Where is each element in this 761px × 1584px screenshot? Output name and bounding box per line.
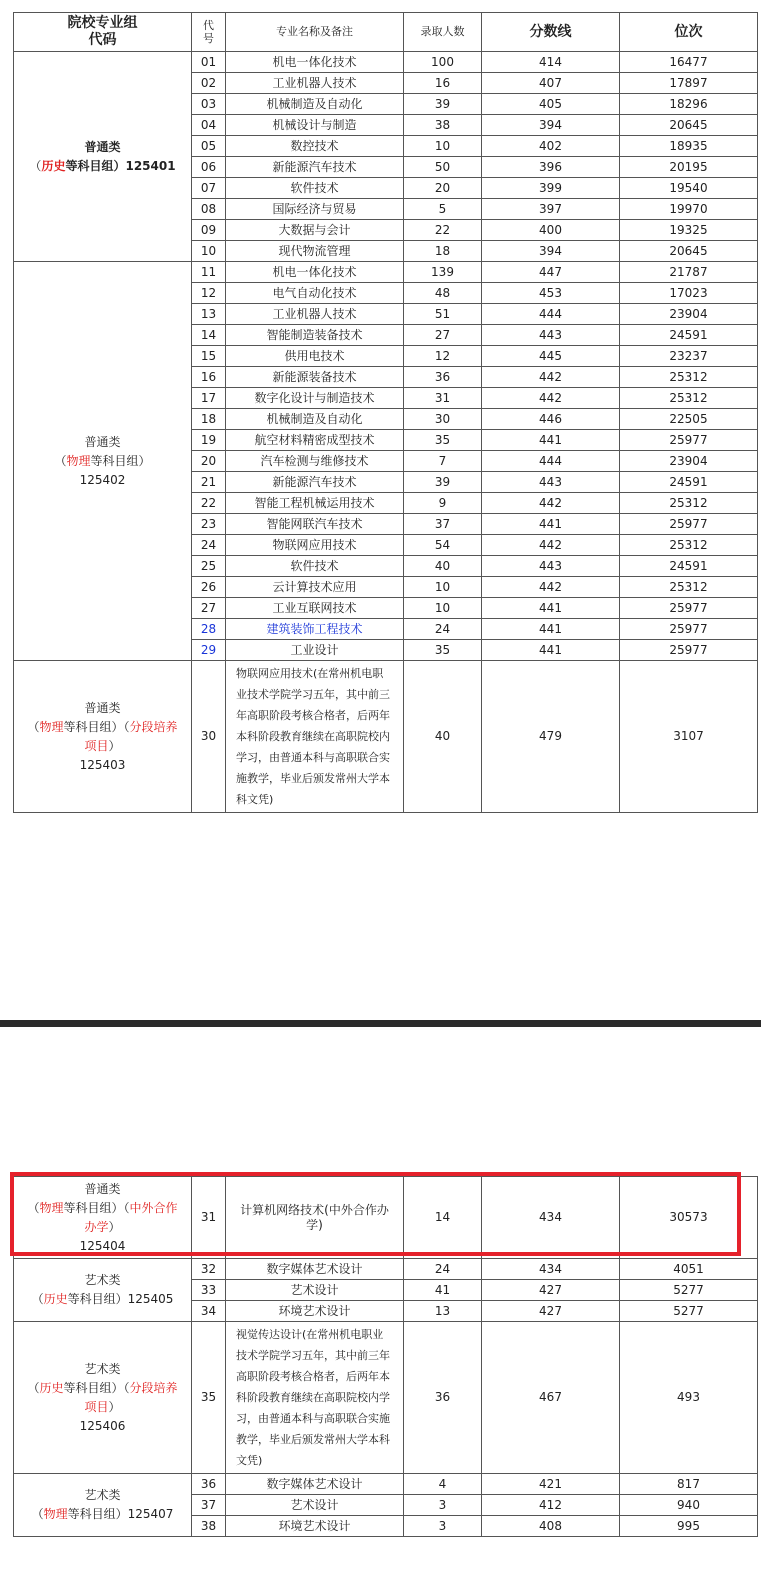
group-code: 125406 xyxy=(79,1418,126,1433)
row-score: 434 xyxy=(482,1177,620,1259)
row-code: 20 xyxy=(192,451,226,472)
row-major-note: 物联网应用技术(在常州机电职业技术学院学习五年，其中前三年高职阶段考核合格者，后两年本科阶段教育继续在高职院校内学习，由普通本科与高职联合实施教学，毕业后颁发常州大学本科文凭) xyxy=(226,661,404,813)
group-type: 普通类 xyxy=(84,700,121,715)
table-row xyxy=(14,1177,758,1259)
row-score: 408 xyxy=(482,1516,620,1537)
row-rank: 17023 xyxy=(620,283,758,304)
row-admitted: 30 xyxy=(404,409,482,430)
section-divider xyxy=(0,1020,761,1027)
row-rank: 25977 xyxy=(620,619,758,640)
row-code: 09 xyxy=(192,220,226,241)
row-admitted: 10 xyxy=(404,577,482,598)
row-rank: 995 xyxy=(620,1516,758,1537)
table-row xyxy=(14,52,758,73)
row-admitted: 5 xyxy=(404,199,482,220)
header-rank: 位次 xyxy=(620,13,758,52)
row-major: 环境艺术设计 xyxy=(226,1301,404,1322)
row-score: 427 xyxy=(482,1301,620,1322)
header-group-code: 院校专业组 代码 xyxy=(14,13,192,52)
row-major: 机电一体化技术 xyxy=(226,52,404,73)
table-row xyxy=(14,262,758,283)
row-score: 442 xyxy=(482,493,620,514)
row-score: 446 xyxy=(482,409,620,430)
row-score: 407 xyxy=(482,73,620,94)
row-rank: 23237 xyxy=(620,346,758,367)
row-code: 24 xyxy=(192,535,226,556)
row-major: 航空材料精密成型技术 xyxy=(226,430,404,451)
row-rank: 23904 xyxy=(620,304,758,325)
row-admitted: 37 xyxy=(404,514,482,535)
row-major: 工业设计 xyxy=(226,640,404,661)
row-admitted: 24 xyxy=(404,1259,482,1280)
row-score: 394 xyxy=(482,241,620,262)
row-code: 17 xyxy=(192,388,226,409)
group-subject-line: （历史等科目组）125401 xyxy=(29,158,176,173)
row-major: 机械设计与制造 xyxy=(226,115,404,136)
row-rank: 16477 xyxy=(620,52,758,73)
row-rank: 25312 xyxy=(620,577,758,598)
row-major: 软件技术 xyxy=(226,178,404,199)
table-row xyxy=(14,1474,758,1495)
row-major: 新能源装备技术 xyxy=(226,367,404,388)
row-admitted: 39 xyxy=(404,94,482,115)
row-code-link[interactable]: 29 xyxy=(192,640,226,661)
row-admitted: 22 xyxy=(404,220,482,241)
row-admitted: 41 xyxy=(404,1280,482,1301)
row-admitted: 12 xyxy=(404,346,482,367)
row-admitted: 31 xyxy=(404,388,482,409)
row-major: 智能工程机械运用技术 xyxy=(226,493,404,514)
row-admitted: 14 xyxy=(404,1177,482,1259)
row-admitted: 16 xyxy=(404,73,482,94)
row-major: 电气自动化技术 xyxy=(226,283,404,304)
row-major: 数字化设计与制造技术 xyxy=(226,388,404,409)
header-code: 代 号 xyxy=(192,13,226,52)
row-major: 工业互联网技术 xyxy=(226,598,404,619)
row-rank: 493 xyxy=(620,1322,758,1474)
group-subject-line: （物理等科目组）（中外合作办学） xyxy=(27,1200,178,1234)
group-subject-line: （历史等科目组）（分段培养项目） xyxy=(27,1380,178,1414)
row-rank: 4051 xyxy=(620,1259,758,1280)
row-rank: 5277 xyxy=(620,1280,758,1301)
row-admitted: 13 xyxy=(404,1301,482,1322)
row-admitted: 38 xyxy=(404,115,482,136)
row-code: 25 xyxy=(192,556,226,577)
row-score: 400 xyxy=(482,220,620,241)
row-rank: 21787 xyxy=(620,262,758,283)
group-cell-125405 xyxy=(14,1259,192,1322)
row-rank: 3107 xyxy=(620,661,758,813)
row-rank: 23904 xyxy=(620,451,758,472)
row-code-link[interactable]: 28 xyxy=(192,619,226,640)
row-score: 442 xyxy=(482,367,620,388)
row-score: 434 xyxy=(482,1259,620,1280)
row-rank: 25312 xyxy=(620,535,758,556)
row-major: 工业机器人技术 xyxy=(226,73,404,94)
row-code: 34 xyxy=(192,1301,226,1322)
header-major: 专业名称及备注 xyxy=(226,13,404,52)
row-score: 447 xyxy=(482,262,620,283)
row-admitted: 10 xyxy=(404,598,482,619)
row-code: 11 xyxy=(192,262,226,283)
row-major: 机械制造及自动化 xyxy=(226,94,404,115)
row-admitted: 40 xyxy=(404,661,482,813)
table-header-row xyxy=(14,13,758,52)
row-major: 汽车检测与维修技术 xyxy=(226,451,404,472)
row-score: 402 xyxy=(482,136,620,157)
group-cell-125402 xyxy=(14,262,192,661)
row-score: 441 xyxy=(482,430,620,451)
row-code: 10 xyxy=(192,241,226,262)
row-major: 机电一体化技术 xyxy=(226,262,404,283)
table-row xyxy=(14,1259,758,1280)
table-row xyxy=(14,661,758,813)
row-code: 02 xyxy=(192,73,226,94)
row-admitted: 7 xyxy=(404,451,482,472)
row-major: 环境艺术设计 xyxy=(226,1516,404,1537)
row-rank: 17897 xyxy=(620,73,758,94)
row-score: 414 xyxy=(482,52,620,73)
row-score: 442 xyxy=(482,577,620,598)
row-code: 35 xyxy=(192,1322,226,1474)
row-code: 38 xyxy=(192,1516,226,1537)
row-rank: 25977 xyxy=(620,430,758,451)
row-major: 物联网应用技术 xyxy=(226,535,404,556)
row-score: 421 xyxy=(482,1474,620,1495)
row-rank: 25312 xyxy=(620,367,758,388)
row-admitted: 36 xyxy=(404,367,482,388)
row-rank: 25977 xyxy=(620,598,758,619)
row-rank: 18935 xyxy=(620,136,758,157)
row-score: 445 xyxy=(482,346,620,367)
row-rank: 30573 xyxy=(620,1177,758,1259)
row-score: 453 xyxy=(482,283,620,304)
row-major: 艺术设计 xyxy=(226,1280,404,1301)
row-admitted: 24 xyxy=(404,619,482,640)
admission-table-bottom xyxy=(13,1176,758,1537)
row-score: 405 xyxy=(482,94,620,115)
row-score: 396 xyxy=(482,157,620,178)
row-score: 444 xyxy=(482,451,620,472)
row-score: 427 xyxy=(482,1280,620,1301)
row-admitted: 10 xyxy=(404,136,482,157)
row-rank: 20645 xyxy=(620,115,758,136)
row-major: 数字媒体艺术设计 xyxy=(226,1259,404,1280)
group-type: 普通类 xyxy=(84,139,121,154)
row-score: 443 xyxy=(482,472,620,493)
row-admitted: 50 xyxy=(404,157,482,178)
row-admitted: 54 xyxy=(404,535,482,556)
row-admitted: 51 xyxy=(404,304,482,325)
header-score: 分数线 xyxy=(482,13,620,52)
row-score: 441 xyxy=(482,598,620,619)
row-code: 13 xyxy=(192,304,226,325)
group-code: 125404 xyxy=(79,1238,126,1253)
group-type: 艺术类 xyxy=(84,1273,121,1287)
group-cell-125401 xyxy=(14,52,192,262)
row-code: 21 xyxy=(192,472,226,493)
row-rank: 19970 xyxy=(620,199,758,220)
row-code: 15 xyxy=(192,346,226,367)
row-code: 36 xyxy=(192,1474,226,1495)
row-code: 14 xyxy=(192,325,226,346)
group-subject-line: （历史等科目组）125405 xyxy=(31,1292,174,1306)
row-code: 30 xyxy=(192,661,226,813)
row-score: 441 xyxy=(482,619,620,640)
row-major: 智能网联汽车技术 xyxy=(226,514,404,535)
row-score: 444 xyxy=(482,304,620,325)
table-row xyxy=(14,1322,758,1474)
row-major: 数字媒体艺术设计 xyxy=(226,1474,404,1495)
row-admitted: 35 xyxy=(404,430,482,451)
row-admitted: 9 xyxy=(404,493,482,514)
row-score: 442 xyxy=(482,388,620,409)
group-cell-125404 xyxy=(14,1177,192,1259)
row-major: 大数据与会计 xyxy=(226,220,404,241)
group-type: 艺术类 xyxy=(84,1488,121,1502)
row-admitted: 139 xyxy=(404,262,482,283)
row-admitted: 40 xyxy=(404,556,482,577)
row-rank: 5277 xyxy=(620,1301,758,1322)
row-score: 443 xyxy=(482,325,620,346)
group-type: 普通类 xyxy=(84,1181,121,1196)
row-admitted: 36 xyxy=(404,1322,482,1474)
row-score: 394 xyxy=(482,115,620,136)
row-code: 04 xyxy=(192,115,226,136)
row-major: 国际经济与贸易 xyxy=(226,199,404,220)
row-code: 23 xyxy=(192,514,226,535)
row-code: 37 xyxy=(192,1495,226,1516)
row-code: 07 xyxy=(192,178,226,199)
row-rank: 19540 xyxy=(620,178,758,199)
group-type: 普通类 xyxy=(84,434,121,449)
row-rank: 22505 xyxy=(620,409,758,430)
row-code: 18 xyxy=(192,409,226,430)
row-major: 新能源汽车技术 xyxy=(226,157,404,178)
row-admitted: 27 xyxy=(404,325,482,346)
group-subject-line: （物理等科目组）（分段培养项目） xyxy=(27,719,178,753)
row-admitted: 48 xyxy=(404,283,482,304)
row-admitted: 4 xyxy=(404,1474,482,1495)
row-major: 艺术设计 xyxy=(226,1495,404,1516)
group-cell-125406 xyxy=(14,1322,192,1474)
row-admitted: 18 xyxy=(404,241,482,262)
group-cell-125407 xyxy=(14,1474,192,1537)
row-code: 03 xyxy=(192,94,226,115)
row-code: 22 xyxy=(192,493,226,514)
row-rank: 817 xyxy=(620,1474,758,1495)
row-rank: 19325 xyxy=(620,220,758,241)
row-score: 467 xyxy=(482,1322,620,1474)
row-score: 412 xyxy=(482,1495,620,1516)
group-subject-line: （物理等科目组） xyxy=(54,453,151,468)
row-rank: 25977 xyxy=(620,514,758,535)
row-major-note: 视觉传达设计(在常州机电职业技术学院学习五年，其中前三年高职阶段考核合格者，后两年本科阶段教育继续在高职院校内学习，由普通本科与高职联合实施教学，毕业后颁发常州大学本科文凭) xyxy=(226,1322,404,1474)
row-code: 05 xyxy=(192,136,226,157)
row-admitted: 20 xyxy=(404,178,482,199)
row-rank: 20645 xyxy=(620,241,758,262)
row-major: 工业机器人技术 xyxy=(226,304,404,325)
row-major-link[interactable]: 建筑装饰工程技术 xyxy=(226,619,404,640)
row-score: 441 xyxy=(482,640,620,661)
row-code: 01 xyxy=(192,52,226,73)
row-code: 06 xyxy=(192,157,226,178)
row-code: 16 xyxy=(192,367,226,388)
group-code: 125403 xyxy=(79,757,126,772)
row-code: 19 xyxy=(192,430,226,451)
row-code: 08 xyxy=(192,199,226,220)
row-major: 智能制造装备技术 xyxy=(226,325,404,346)
row-score: 479 xyxy=(482,661,620,813)
row-code: 31 xyxy=(192,1177,226,1259)
row-admitted: 3 xyxy=(404,1516,482,1537)
row-major: 现代物流管理 xyxy=(226,241,404,262)
row-major: 机械制造及自动化 xyxy=(226,409,404,430)
row-rank: 940 xyxy=(620,1495,758,1516)
row-rank: 18296 xyxy=(620,94,758,115)
row-score: 399 xyxy=(482,178,620,199)
row-rank: 25312 xyxy=(620,493,758,514)
row-admitted: 3 xyxy=(404,1495,482,1516)
row-code: 33 xyxy=(192,1280,226,1301)
group-type: 艺术类 xyxy=(84,1361,121,1376)
row-code: 12 xyxy=(192,283,226,304)
row-rank: 24591 xyxy=(620,556,758,577)
row-major: 计算机网络技术(中外合作办学) xyxy=(226,1177,404,1259)
admission-table-top xyxy=(13,12,758,813)
row-major: 供用电技术 xyxy=(226,346,404,367)
row-admitted: 100 xyxy=(404,52,482,73)
group-code: 125402 xyxy=(79,472,126,487)
row-rank: 24591 xyxy=(620,472,758,493)
row-code: 32 xyxy=(192,1259,226,1280)
group-subject-line: （物理等科目组）125407 xyxy=(31,1507,174,1521)
row-rank: 25312 xyxy=(620,388,758,409)
row-rank: 25977 xyxy=(620,640,758,661)
row-score: 443 xyxy=(482,556,620,577)
row-score: 441 xyxy=(482,514,620,535)
row-score: 397 xyxy=(482,199,620,220)
group-cell-125403 xyxy=(14,661,192,813)
row-major: 云计算技术应用 xyxy=(226,577,404,598)
row-major: 新能源汽车技术 xyxy=(226,472,404,493)
row-major: 软件技术 xyxy=(226,556,404,577)
row-major: 数控技术 xyxy=(226,136,404,157)
row-code: 26 xyxy=(192,577,226,598)
row-admitted: 39 xyxy=(404,472,482,493)
row-rank: 24591 xyxy=(620,325,758,346)
row-rank: 20195 xyxy=(620,157,758,178)
header-admitted: 录取人数 xyxy=(404,13,482,52)
row-admitted: 35 xyxy=(404,640,482,661)
row-code: 27 xyxy=(192,598,226,619)
row-score: 442 xyxy=(482,535,620,556)
